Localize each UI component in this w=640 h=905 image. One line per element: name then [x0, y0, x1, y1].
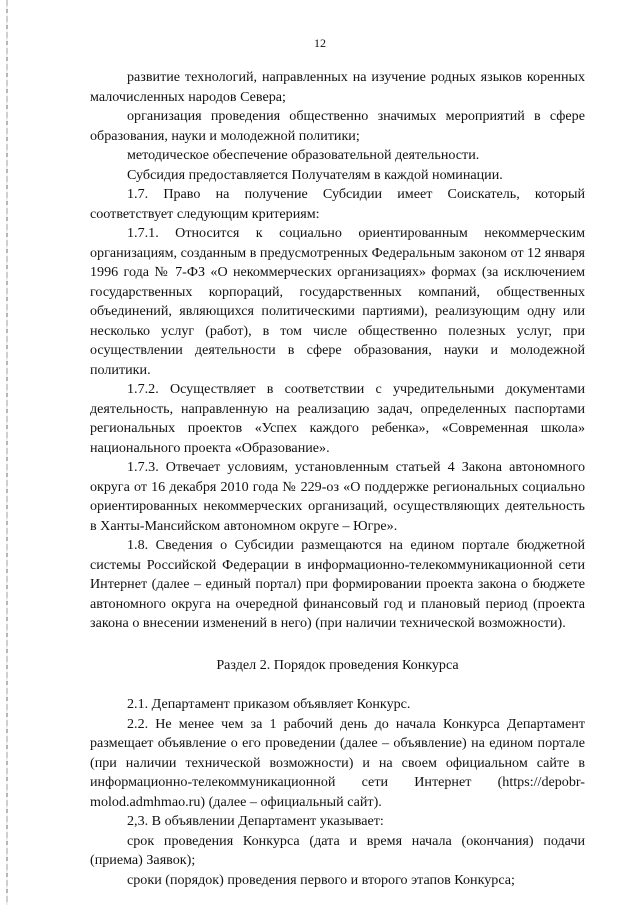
page-number: 12 — [314, 36, 326, 50]
paragraph-2-3: 2,3. В объявлении Департамент указывает: — [127, 813, 384, 829]
section-heading: Раздел 2. Порядок проведения Конкурса — [216, 656, 459, 673]
paragraph-1-7-3: 1.7.3. Отвечает условиям, установленным статьей 4 Закона автономного округа от 16 декабря 2010 года № 229-оз «О поддержке региональных социально ориентированных некоммерческих организаций, осуществляющих деятельность в Ханты-Мансийском автономном округе – Югре». — [90, 459, 585, 534]
document-body — [90, 68, 585, 890]
paragraph-1-8: 1.8. Сведения о Субсидии размещаются на едином портале бюджетной системы Российской Федерации в информационно-телекоммуникационной сети Интернет (далее – единый портал) при формировании проекта закона о бюджете автономного округа на очередной финансовый год и плановый период (проекта закона о внесении изменений в него) (при наличии технической возможности). — [90, 537, 585, 631]
paragraph-methodical: методическое обеспечение образовательной деятельности. — [127, 147, 480, 163]
paragraph-subsidy-nominations: Субсидия предоставляется Получателям в каждой номинации. — [127, 166, 503, 183]
paragraph-2-2: 2.2. Не менее чем за 1 рабочий день до начала Конкурса Департамент размещает объявление о его проведении (далее – объявление) на едином портале (при наличии технической возможности) и на своем официальном сайте в информационно-телекоммуникационной сети Интернет (https://depobr-molod.admhmao.ru) (далее – официальный сайт). — [90, 715, 585, 810]
paragraph-1-7-1: 1.7.1. Относится к социально ориентированным некоммерческим организациям, созданным в предусмотренных Федеральным законом от 12 января 1996 года № 7-ФЗ «О некоммерческих организациях» формах (за исключением государственных корпораций, государственных компаний, общественных объединений, являющихся политическими партиями), реализующим одну или несколько услуг (работ), в том числе общественно полезных услуг, при осуществлении деятельности в сфере образования, науки и молодежной политики. — [90, 225, 585, 378]
list-item-stages: сроки (порядок) проведения первого и второго этапов Конкурса; — [127, 871, 515, 888]
paragraph-languages: развитие технологий, направленных на изучение родных языков коренных малочисленных народов Севера; — [90, 69, 585, 105]
paragraph-2-1: 2.1. Департамент приказом объявляет Конкурс. — [127, 696, 411, 712]
paragraph-events: организация проведения общественно значимых мероприятий в сфере образования, науки и молодежной политики; — [90, 108, 585, 144]
paragraph-1-7: 1.7. Право на получение Субсидии имеет Соискатель, который соответствует следующим критериям: — [90, 186, 585, 222]
paragraph-1-7-2: 1.7.2. Осуществляет в соответствии с учредительными документами деятельность, направленную на реализацию задач, определенных паспортами региональных проектов «Успех каждого ребенка», «Современная школа» национального проекта «Образование». — [90, 381, 585, 456]
list-item-deadline: срок проведения Конкурса (дата и время начала (окончания) подачи (приема) Заявок); — [90, 832, 585, 868]
scan-edge-artifact — [6, 0, 8, 905]
